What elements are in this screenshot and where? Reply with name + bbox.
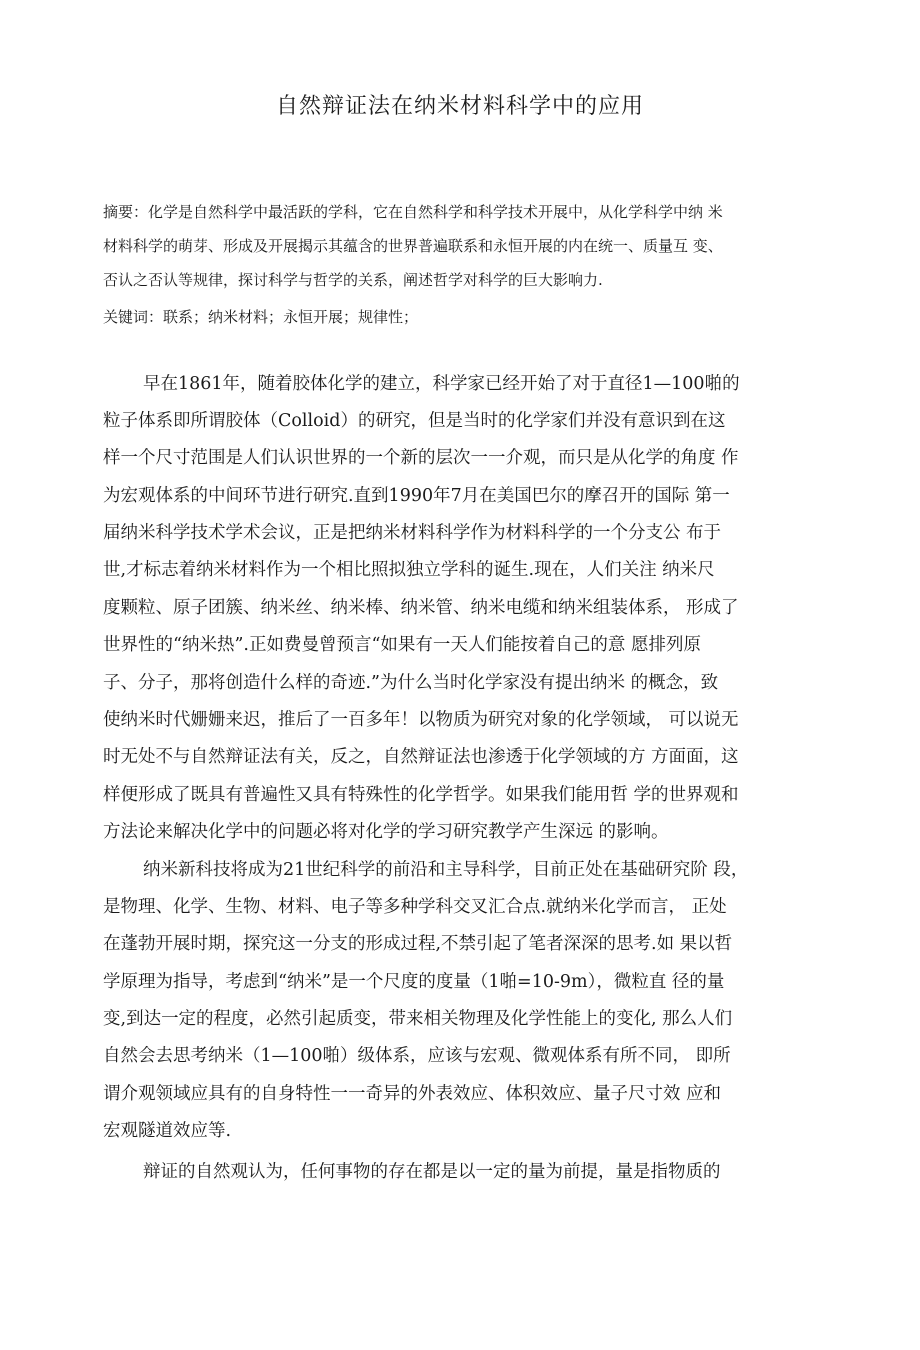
body-line: 方法论来解决化学中的问题必将对化学的学习研究教学产生深远 的影响。 (103, 822, 669, 842)
body-line: 样便形成了既具有普遍性又具有特殊性的化学哲学。如果我们能用哲 学的世界观和 (103, 785, 739, 805)
body-line: 纳米新科技将成为21世纪科学的前沿和主导科学，目前正处在基础研究阶 段， (143, 860, 749, 880)
body-line: 辩证的自然观认为，任何事物的存在都是以一定的量为前提，量是指物质的 (143, 1162, 721, 1182)
body-line: 自然会去思考纳米（1—100啪）级体系，应该与宏观、微观体系有所不同， 即所 (103, 1046, 731, 1066)
body-line: 时无处不与自然辩证法有关，反之，自然辩证法也渗透于化学领域的方 方面面，这 (103, 747, 739, 767)
body-line: 谓介观领域应具有的自身特性一一奇异的外表效应、体积效应、量子尺寸效 应和 (103, 1084, 722, 1104)
body-line: 是物理、化学、生物、材料、电子等多种学科交叉汇合点.就纳米化学而言， 正处 (103, 897, 727, 917)
body-line: 子、分子，那将创造什么样的奇迹.”为什么当时化学家没有提出纳米 的概念，致 (103, 673, 719, 693)
abstract-line: 否认之否认等规律，探讨科学与哲学的关系，阐述哲学对科学的巨大影响力. (103, 271, 603, 289)
body-line: 使纳米时代姗姗来迟，推后了一百多年！以物质为研究对象的化学领域， 可以说无 (103, 710, 739, 730)
keywords-line: 关键词：联系；纳米材料；永恒开展；规律性； (103, 308, 419, 326)
body-line: 度颗粒、原子团簇、纳米丝、纳米棒、纳米管、纳米电缆和纳米组装体系， 形成了 (103, 598, 739, 618)
body-line: 变,到达一定的程度，必然引起质变，带来相关物理及化学性能上的变化, 那么人们 (103, 1009, 733, 1029)
body-line: 样一个尺寸范围是人们认识世界的一个新的层次一一介观，而只是从化学的角度 作 (103, 448, 739, 468)
abstract-line: 材料科学的萌芽、形成及开展揭示其蕴含的世界普遍联系和永恒开展的内在统一、质量互 变、 (103, 237, 723, 255)
body-line: 宏观隧道效应等. (103, 1121, 232, 1141)
body-line: 粒子体系即所谓胶体（Colloid）的研究，但是当时的化学家们并没有意识到在这 (103, 411, 726, 431)
body-line: 学原理为指导，考虑到“纳米”是一个尺度的度量（1啪=10-9m），微粒直 径的量 (103, 972, 725, 992)
body-line: 届纳米科学技术学术会议，正是把纳米材料科学作为材料科学的一个分支公 布于 (103, 523, 722, 543)
body-line: 早在1861年，随着胶体化学的建立，科学家已经开始了对于直径1—100啪的 (143, 374, 740, 394)
abstract-line: 摘要：化学是自然科学中最活跃的学科，它在自然科学和科学技术开展中，从化学科学中纳 米 (103, 203, 723, 221)
document-title: 自然辩证法在纳米材料科学中的应用 (275, 94, 644, 119)
body-line: 为宏观体系的中间环节进行研究.直到1990年7月在美国巴尔的摩召开的国际 第一 (103, 486, 730, 506)
body-line: 世,才标志着纳米材料作为一个相比照拟独立学科的诞生.现在，人们关注 纳米尺 (103, 560, 715, 580)
body-line: 在蓬勃开展时期，探究这一分支的形成过程,不禁引起了笔者深深的思考.如 果以哲 (103, 934, 733, 954)
body-line: 世界性的“纳米热”.正如费曼曾预言“如果有一天人们能按着自己的意 愿排列原 (103, 635, 701, 655)
